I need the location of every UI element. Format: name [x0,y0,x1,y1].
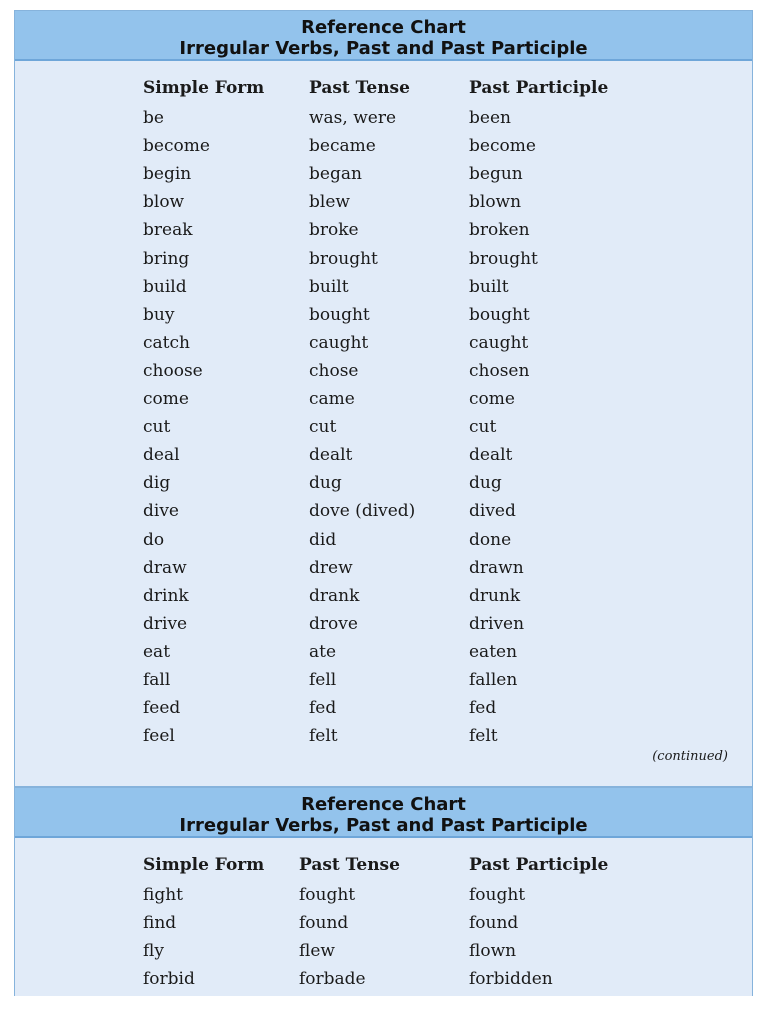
past-tense-cell: caught [309,332,369,353]
table-row [15,473,752,501]
past-participle-cell: bought [469,304,530,325]
past-participle-cell: eaten [469,641,518,662]
table-row [15,305,752,333]
simple-form-cell: fly [143,941,164,962]
table-row [15,108,752,136]
chart-title-line-2: Irregular Verbs, Past and Past Participle [179,815,588,836]
past-tense-cell: drank [309,585,360,606]
table-row [15,885,752,913]
past-participle-cell: been [469,108,511,128]
past-tense-cell: broke [309,220,359,241]
past-participle-cell: dug [469,473,502,494]
simple-form-cell: be [143,108,164,128]
simple-form-cell: drink [143,585,189,606]
column-header: Past Tense [309,78,410,98]
past-participle-cell: begun [469,164,523,185]
past-tense-cell: cut [309,417,337,438]
past-participle-cell: come [469,389,515,409]
table-header-row [15,855,752,883]
table-row [15,277,752,305]
chart-title [15,11,752,61]
past-participle-cell: felt [469,726,498,747]
chart-title-line-1: Reference Chart [301,794,466,815]
past-participle-cell: caught [469,332,529,353]
past-tense-cell: became [309,136,376,157]
chart-title-line-1: Reference Chart [301,17,466,38]
simple-form-cell: feel [143,726,175,747]
column-header: Past Participle [469,78,609,98]
past-participle-cell: fought [469,885,526,905]
past-tense-cell: began [309,164,362,185]
past-tense-cell: bought [309,304,370,325]
past-participle-cell: flown [469,941,517,962]
past-tense-cell: chose [309,360,359,381]
simple-form-cell: eat [143,641,171,662]
table-row [15,249,752,277]
simple-form-cell: forbid [143,969,195,990]
simple-form-cell: come [143,389,189,409]
past-participle-cell: driven [469,613,525,634]
past-participle-cell: brought [469,248,538,269]
past-participle-cell: fallen [469,670,518,690]
past-tense-cell: found [299,913,349,934]
past-tense-cell: dealt [309,445,353,466]
reference-chart-1 [14,10,753,787]
simple-form-cell: dive [143,501,179,522]
past-tense-cell: fell [309,670,337,690]
chart-title [15,788,752,838]
past-tense-cell: dove (dived) [309,501,416,522]
simple-form-cell: feed [143,698,181,719]
simple-form-cell: cut [143,417,171,438]
simple-form-cell: fall [143,670,171,690]
simple-form-cell: do [143,529,165,550]
past-tense-cell: did [309,529,337,550]
table-row [15,969,752,997]
simple-form-cell: begin [143,164,192,185]
past-tense-cell: ate [309,641,337,662]
past-participle-cell: built [469,276,509,297]
past-participle-cell: dived [469,501,516,522]
past-participle-cell: cut [469,417,497,438]
continued-note: (continued) [652,749,728,764]
table-row [15,389,752,417]
table-header-row [15,78,752,106]
table-row [15,417,752,445]
past-tense-cell: forbade [299,969,366,990]
past-tense-cell: fed [309,698,337,719]
past-tense-cell: fought [299,885,356,905]
table-row [15,642,752,670]
past-participle-cell: fed [469,698,497,719]
table-row [15,614,752,642]
past-tense-cell: dug [309,473,342,494]
table-row [15,501,752,529]
simple-form-cell: find [143,913,177,934]
column-header: Past Participle [469,855,609,875]
table-row [15,726,752,754]
past-participle-cell: chosen [469,360,530,381]
table-row [15,558,752,586]
past-tense-cell: built [309,276,349,297]
table-row [15,192,752,220]
past-participle-cell: drunk [469,585,521,606]
table-row [15,220,752,248]
simple-form-cell: buy [143,304,175,325]
past-tense-cell: blew [309,192,350,213]
reference-chart-2 [14,787,753,996]
simple-form-cell: blow [143,192,185,213]
past-tense-cell: felt [309,726,338,747]
simple-form-cell: draw [143,557,187,578]
past-tense-cell: was, were [309,108,397,128]
table-row [15,670,752,698]
table-row [15,445,752,473]
past-tense-cell: flew [299,941,335,962]
past-participle-cell: found [469,913,519,934]
past-participle-cell: done [469,529,512,550]
past-participle-cell: dealt [469,445,513,466]
table-row [15,530,752,558]
simple-form-cell: break [143,220,193,241]
table-row [15,361,752,389]
simple-form-cell: dig [143,473,171,494]
table-row [15,698,752,726]
table-row [15,941,752,969]
past-participle-cell: blown [469,192,522,213]
table-row [15,333,752,361]
past-participle-cell: forbidden [469,969,553,990]
simple-form-cell: become [143,136,210,157]
simple-form-cell: deal [143,445,180,466]
simple-form-cell: choose [143,360,203,381]
table-row [15,164,752,192]
past-participle-cell: broken [469,220,530,241]
table-row [15,136,752,164]
table-row [15,913,752,941]
simple-form-cell: build [143,276,187,297]
past-tense-cell: drove [309,613,358,634]
simple-form-cell: drive [143,613,188,634]
simple-form-cell: catch [143,332,190,353]
table-row [15,586,752,614]
chart-title-line-2: Irregular Verbs, Past and Past Participle [179,38,588,59]
past-tense-cell: brought [309,248,378,269]
column-header: Past Tense [299,855,400,875]
past-participle-cell: drawn [469,557,524,578]
column-header: Simple Form [143,78,265,98]
past-tense-cell: drew [309,557,353,578]
past-tense-cell: came [309,389,355,409]
past-participle-cell: become [469,136,536,157]
column-header: Simple Form [143,855,265,875]
simple-form-cell: fight [143,885,184,905]
simple-form-cell: bring [143,248,190,269]
